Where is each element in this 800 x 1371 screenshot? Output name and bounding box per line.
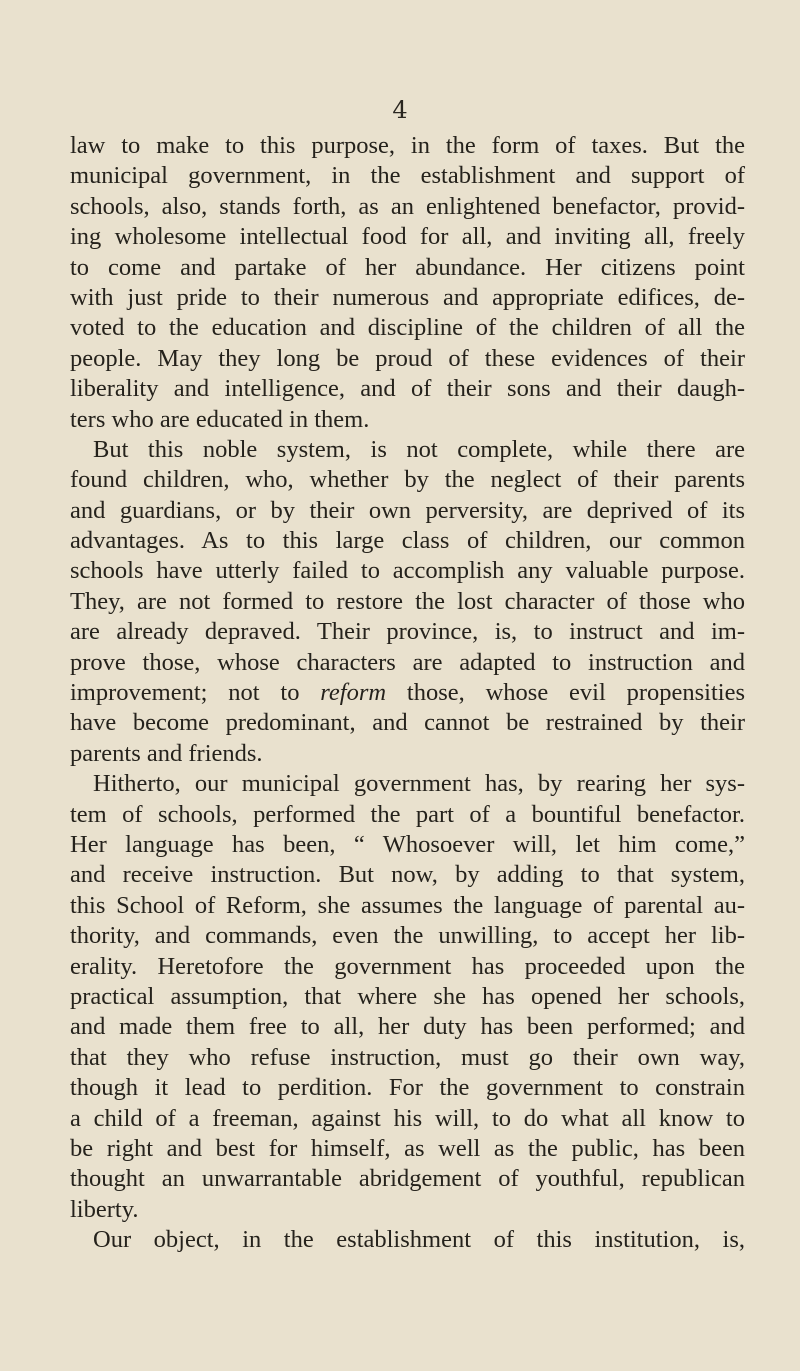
text-line: this School of Reform, she assumes the language of parental au- (70, 891, 745, 919)
text-line: though it lead to perdition. For the government to constrain (70, 1074, 745, 1102)
text-line: are already depraved. Their province, is, to instruct and im- (70, 618, 745, 646)
text-line: tem of schools, performed the part of a bountiful benefactor. (70, 800, 745, 828)
text-line: and receive instruction. But now, by adding to that system, (70, 861, 745, 889)
italic-word: reform (320, 679, 387, 707)
text-line: But this noble system, is not complete, while there are (93, 435, 745, 463)
text-line: practical assumption, that where she has opened her schools, (70, 982, 745, 1010)
text-line: advantages. As to this large class of children, our common (70, 527, 745, 555)
text-line: liberality and intelligence, and of their sons and their daugh- (70, 375, 745, 403)
text-line: that they who refuse instruction, must go their own way, (70, 1043, 745, 1071)
text-line: ters who are educated in them. (70, 405, 370, 433)
text-line: people. May they long be proud of these evidences of their (70, 344, 745, 372)
text-line: Hitherto, our municipal government has, by rearing her sys- (93, 770, 745, 798)
text-line: to come and partake of her abundance. Her citizens point (70, 253, 745, 281)
text-line: parents and friends. (70, 739, 263, 767)
text-line: and guardians, or by their own perversity, are deprived of its (70, 496, 745, 524)
text-line: ing wholesome intellectual food for all, and inviting all, freely (70, 223, 745, 251)
body-text (70, 131, 745, 1255)
text-line: improvement; not to reform those, whose evil propensities (70, 679, 745, 707)
text-line: liberty. (70, 1195, 139, 1223)
text-line: thought an unwarrantable abridgement of youthful, republican (70, 1165, 745, 1193)
text-line: Her language has been, “ Whosoever will, let him come,” (70, 830, 745, 858)
text-line: a child of a freeman, against his will, to do what all know to (70, 1104, 745, 1132)
text-line: be right and best for himself, as well as the public, has been (70, 1134, 745, 1162)
text-line: have become predominant, and cannot be restrained by their (70, 709, 745, 737)
text-line: Our object, in the establishment of this institution, is, (93, 1226, 745, 1254)
text-line: schools, also, stands forth, as an enlightened benefactor, provid- (70, 192, 745, 220)
text-line: and made them free to all, her duty has been performed; and (70, 1013, 745, 1041)
text-line: voted to the education and discipline of the children of all the (70, 314, 745, 342)
text-line: municipal government, in the establishment and support of (70, 162, 745, 190)
text-line: law to make to this purpose, in the form of taxes. But the (70, 132, 745, 159)
text-line: schools have utterly failed to accomplish any valuable purpose. (70, 557, 745, 585)
text-line: They, are not formed to restore the lost character of those who (70, 587, 745, 615)
text-line: thority, and commands, even the unwilling, to accept her lib- (70, 922, 745, 950)
text-line: with just pride to their numerous and appropriate edifices, de- (70, 283, 745, 311)
text-line: erality. Heretofore the government has proceeded upon the (70, 952, 745, 980)
text-line: prove those, whose characters are adapted to instruction and (70, 648, 745, 676)
page-number: 4 (392, 96, 408, 124)
text-line: found children, who, whether by the neglect of their parents (70, 466, 745, 494)
